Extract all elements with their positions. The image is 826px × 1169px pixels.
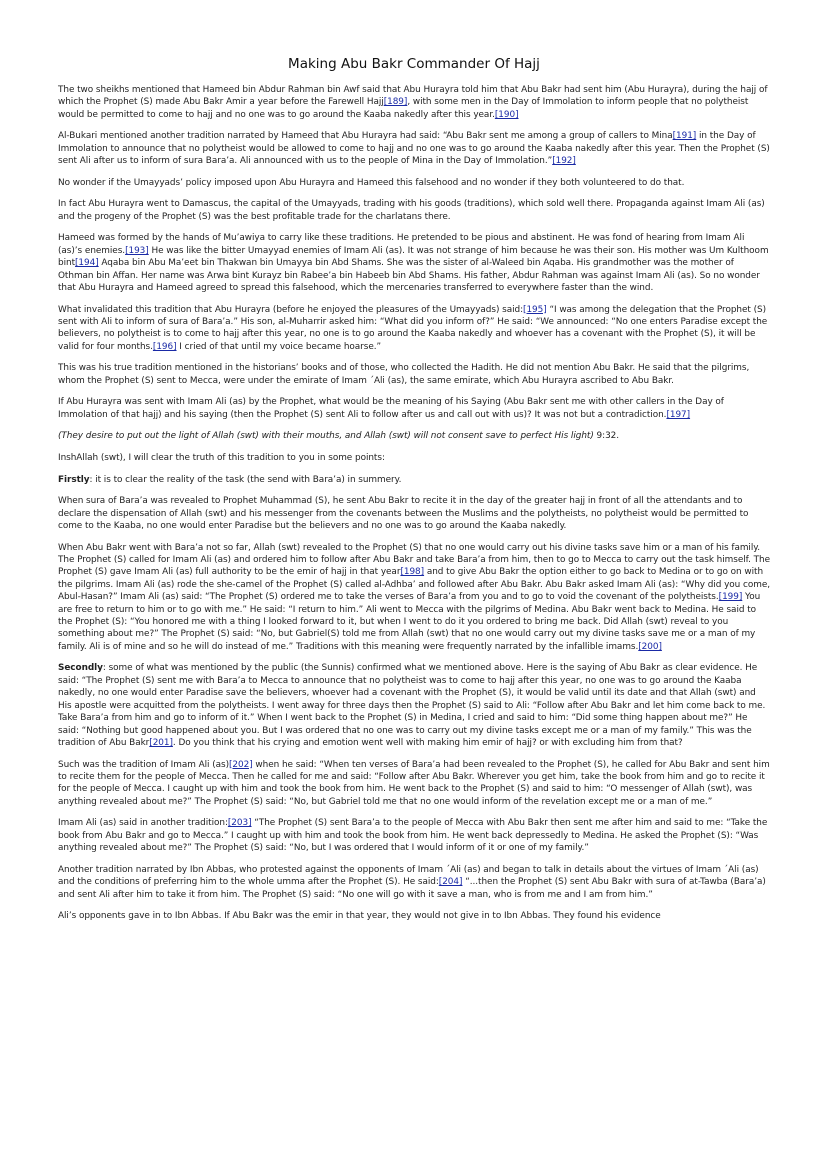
footnote-link[interactable]: [202] — [229, 759, 253, 770]
paragraph — [58, 430, 770, 442]
paragraph-text: No wonder if the Umayyads’ policy imposed upon Abu Hurayra and Hameed this falsehood and no wonder if they both volunteered to do that. — [58, 177, 685, 188]
paragraph-text: When Abu Bakr went with Bara’a not so far, Allah (swt) revealed to the Prophet (S) that no one would carry out his divine tasks save him or a man of his family. The Prophet (S) called for Imam Ali (as) and ordered him to follow after Abu Bakr and take Bara’a from him, then to go to Mecca to carry out the task himself. The Prophet (S) gave Imam Ali (as) full authority to be the emir of hajj in that year — [58, 542, 770, 578]
paragraph — [58, 84, 770, 121]
paragraph-text: InshAllah (swt), I will clear the truth of this tradition to you in some points: — [58, 453, 385, 464]
footnote-link[interactable]: [198] — [400, 567, 425, 578]
paragraph-text: When sura of Bara’a was revealed to Prophet Muhammad (S), he sent Abu Bakr to recite it in the day of the greater hajj in front of all the attendants and to declare the dispensation of Allah (swt) and his messenger from the covenants between the Muslims and the polytheists, no polytheist would be permitted to come to the Kaaba, no one would enter Paradise but the believers and no one was to go around the Kaaba nakedly. — [58, 496, 749, 532]
paragraph-text: Another tradition narrated by Ibn Abbas, who protested against the opponents of Imam ´Ali (as) and began to talk in details about the virtues of Imam ´Ali (as) and the conditions of preferring him to the whole umma after the Prophet (S). He said: — [58, 864, 759, 888]
footnote-link[interactable]: [199] — [718, 592, 743, 603]
paragraph-text: and to give Abu Bakr the option either to go back to Medina or to go on with the pilgrims. Imam Ali (as) rode the she-camel of the Prophet (S) called al-Adhba’ and followed after Abu Bakr. Abu Bakr asked Imam Ali (as): “Why did you come, Abul-Hasan?” Imam Ali (as) said: “The Prophet (S) ordered me to take the verses of Bara’a from you and to go to void the covenant of the polytheists. — [58, 567, 771, 603]
paragraph-text: He was like the bitter Umayyad enemies of Imam Ali (as). It was not strange of him because he was their son. His mother was Um Kulthoom bint — [58, 245, 769, 269]
footnote-link[interactable]: [192] — [552, 156, 576, 167]
document-body — [58, 84, 770, 923]
paragraph-text: Aqaba bin Abu Ma’eet bin Thakwan bin Umayya bin Abd Shams. She was the sister of al-Waleed bin Aqaba. His grandmother was the mother of Othman bin Affan. Her name was Arwa bint Kurayz bin Rabee’a bin Habeeb bin Abd Shams. His father, Abdur Rahman was against Imam Ali (as). So no wonder that Abu Hurayra and Hameed agreed to spread this falsehood, which the mercenaries transferred to everywhere faster than the wind. — [58, 258, 760, 294]
footnote-link[interactable]: [189] — [383, 97, 408, 108]
paragraph-text: Such was the tradition of Imam Ali (as) — [58, 759, 230, 770]
footnote-link[interactable]: [204] — [438, 877, 463, 888]
footnote-link[interactable]: [203] — [227, 818, 252, 829]
paragraph-text: : some of what was mentioned by the public (the Sunnis) confirmed what we mentioned above. Here is the saying of Abu Bakr as clear evidence. He said: “The Prophet (S) sent me with Bara’a to Mecca to announce that no polytheist was to come to hajj after this year, no one was to go around the Kaaba nakedly, no one would enter Paradise save the believers, whoever had a covenant with the Prophet (S), it would be valid until its date and that Allah (swt) and His apostle were acquitted from the polytheists. I went away for three days then the Prophet (S) said to Ali: “Follow after Abu Bakr and let him come back to me. Take Bara’a from him and go to inform of it.” When I went back to the Prophet (S) in Medina, I cried and said to him: “Did some thing happen about me?” He said: “Nothing but good happened about you. But I was ordered that no one was to carry out my divine tasks except me or a man of my family.” This was the tradition of Abu Bakr — [58, 663, 766, 748]
paragraph — [58, 910, 770, 922]
footnote-link[interactable]: [200] — [638, 641, 662, 652]
paragraph-text: . Do you think that his crying and emotion went well with making him emir of hajj? or with excluding him from that? — [172, 737, 683, 748]
paragraph-text: Ali’s opponents gave in to Ibn Abbas. If Abu Bakr was the emir in that year, they would not give in to Ibn Abbas. They found his evidence — [58, 911, 661, 922]
paragraph-text: in the Day of Immolation to announce that no polytheist would be allowed to come to hajj and no one was to go around the Kaaba nakedly after this year. Then the Prophet (S) sent Ali after us to inform of sura Bara’a. Ali announced with us to the people of Mina in the Day of Immolation.” — [58, 131, 770, 167]
paragraph-text: Imam Ali (as) said in another tradition: — [58, 818, 228, 829]
footnote-link[interactable]: [201] — [149, 737, 173, 748]
paragraph — [58, 452, 770, 464]
footnote-link[interactable]: [196] — [152, 341, 177, 352]
paragraph — [58, 759, 770, 809]
paragraph-text: Al-Bukari mentioned another tradition narrated by Hameed that Abu Hurayra had said: “Abu Bakr sent me among a group of callers to Mina — [58, 131, 673, 142]
paragraph-text: In fact Abu Hurayra went to Damascus, the capital of the Umayyads, trading with his goods (traditions), which sold well there. Propaganda against Imam Ali (as) and the progeny of the Prophet (S) was the best profitable trade for the charlatans there. — [58, 199, 765, 222]
paragraph — [58, 232, 770, 294]
paragraph — [58, 130, 770, 167]
paragraph — [58, 864, 770, 901]
paragraph-text: What invalidated this tradition that Abu Hurayra (before he enjoyed the pleasures of the Umayyads) said: — [58, 304, 524, 315]
section-label: Secondly — [58, 663, 103, 674]
paragraph-text: I cried of that until my voice became hoarse.” — [176, 341, 382, 352]
paragraph-text: This was his true tradition mentioned in the historians’ books and of those, who collected the Hadith. He did not mention Abu Bakr. He said that the pilgrims, whom the Prophet (S) sent to Mecca, were under the emirate of Imam ´Ali (as), the same emirate, which Abu Hurayra ascribed to Abu Bakr. — [58, 363, 750, 386]
paragraph — [58, 304, 770, 354]
paragraph — [58, 542, 770, 654]
paragraph-text: If Abu Hurayra was sent with Imam Ali (as) by the Prophet, what would be the meaning of his Saying (Abu Bakr sent me with other callers in the Day of Immolation of that hajj) and his saying (then the Prophet (S) sent Ali to follow after us and call out with us)? It was not but a contradiction. — [58, 397, 724, 420]
paragraph — [58, 396, 770, 421]
paragraph — [58, 495, 770, 532]
paragraph-text: The two sheikhs mentioned that Hameed bin Abdur Rahman bin Awf said that Abu Hurayra told him that Abu Bakr had sent him (Abu Hurayra), during the hajj of which the Prophet (S) made Abu Bakr Amir a year before the Farewell Hajj — [58, 85, 768, 108]
paragraph — [58, 362, 770, 387]
paragraph-text: Hameed was formed by the hands of Mu’awiya to carry like these traditions. He pretended to be pious and abstinent. He was fond of hearing from Imam Ali (as)’s enemies. — [58, 233, 745, 256]
page-title: Making Abu Bakr Commander Of Hajj — [288, 56, 540, 72]
footnote-link[interactable]: [195] — [523, 304, 547, 315]
footnote-link[interactable]: [190] — [494, 109, 519, 120]
paragraph-text: “I was among the delegation that the Prophet (S) sent with Ali to inform of sura of Bara’a.” His son, al-Muharrir asked him: “What did you inform of?” He said: “We announced: “No one enters Paradise except the believers, no polytheist is to come to hajj after this year, no one is to go around the Kaaba nakedly and whoever has a covenant with the Prophet (S), it will be valid for four months. — [58, 304, 768, 352]
section-label: Firstly — [58, 474, 90, 485]
paragraph — [58, 817, 770, 854]
document-page — [58, 56, 770, 932]
paragraph — [58, 662, 770, 749]
footnote-link[interactable]: [193] — [125, 245, 149, 256]
paragraph-text: “The Prophet (S) sent Bara’a to the people of Mecca with Abu Bakr then sent me after him and said to me: “Take the book from Abu Bakr and go to Mecca.” I caught up with him and took the book from him. He went back depressedly to Medina. He asked the Prophet (S): “Was anything revealed about me?” The Prophet (S) said: “No, but I was ordered that I would inform of it or one of my family.” — [58, 818, 768, 854]
paragraph — [58, 198, 770, 223]
paragraph-text: You are free to return to him or to go with me.” He said: “I return to him.” Ali went to Mecca with the pilgrims of Medina. Abu Bakr went back to Medina. He said to the Prophet (S): “You honored me with a thing I looked forward to it, but when I went to do it you ordered to bring me back. Did Allah (swt) reveal to you something about me?” The Prophet (S) said: “No, but Gabriel(S) told me from Allah (swt) that no one would carry out my divine tasks save me or a man of my family. Ali is of mine and so he will do instead of me.” Traditions with this meaning were frequently narrated by the infallible imams. — [58, 592, 761, 652]
paragraph — [58, 177, 770, 189]
verse-reference: 9:32. — [593, 431, 620, 442]
paragraph-text: “...then the Prophet (S) sent Abu Bakr with sura of at-Tawba (Bara’a) and sent Ali after him to take it from him. The Prophet (S) said: “No one will go with it save a man, who is from me and I am from him.” — [58, 877, 766, 900]
footnote-link[interactable]: [191] — [672, 131, 697, 142]
paragraph-text: , with some men in the Day of Immolation to inform people that no polytheist would be permitted to come to hajj and no one was to go around the Kaaba nakedly after this year. — [58, 97, 749, 120]
footnote-link[interactable]: [194] — [75, 258, 99, 269]
paragraph-text: (They desire to put out the light of Allah (swt) with their mouths, and Allah (swt) will not consent save to perfect His light) — [58, 431, 594, 442]
footnote-link[interactable]: [197] — [666, 409, 691, 420]
paragraph — [58, 474, 770, 486]
paragraph-text: : it is to clear the reality of the task (the send with Bara’a) in summery. — [89, 474, 402, 485]
paragraph-text: when he said: “When ten verses of Bara’a had been revealed to the Prophet (S), he called for Abu Bakr and sent him to recite them for the people of Mecca. Then he called for me and said: “Follow after Abu Bakr. Wherever you get him, take the book from him and go to recite it for the people of Mecca. I caught up with him and took the book from him. He went back to the Prophet (S) and said to him: “O messenger of Allah (swt), was anything revealed about me?” The Prophet (S) said: “No, but Gabriel told me that no one would inform of the revelation except me or a man of me.” — [58, 759, 770, 807]
